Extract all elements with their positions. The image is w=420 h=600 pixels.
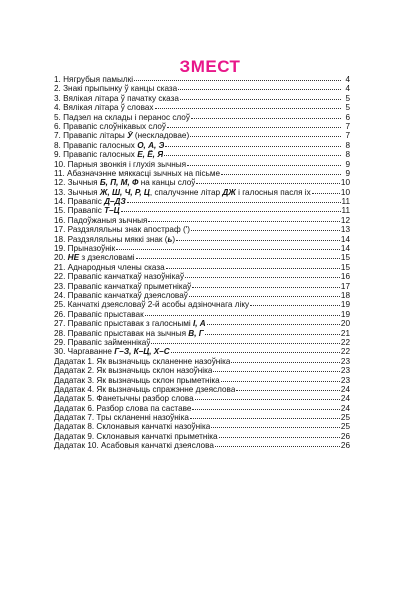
toc-entry-title: Дадатак 4. Як вызначыць спражэнне дзеяслова xyxy=(54,384,236,394)
toc-entry-title: 21. Аднародныя члены сказа xyxy=(54,262,165,272)
toc-dot-leader xyxy=(136,253,340,259)
toc-entry[interactable] xyxy=(54,376,350,385)
toc-dot-leader xyxy=(192,282,340,288)
toc-page-number: 24 xyxy=(340,394,350,404)
toc-entry-title: 6. Правапіс слоўнікавых слоў xyxy=(54,121,167,131)
toc-entry-title: Дадатак 8. Склонавыя канчаткі назоўніка xyxy=(54,422,211,432)
toc-dot-leader xyxy=(191,113,341,119)
toc-page-number: 7 xyxy=(345,121,350,131)
toc-entry[interactable] xyxy=(54,253,350,262)
toc-dot-leader xyxy=(134,75,341,81)
toc-dot-leader xyxy=(312,188,340,194)
toc-entry-title: 7. Правапіс літары Ў (нескладовае) xyxy=(54,131,190,141)
toc-entry-title: 29. Правапіс займеннікаў xyxy=(54,337,151,347)
toc-entry[interactable] xyxy=(54,347,350,356)
toc-entry-title: Дадатак 9. Склонавыя канчаткі прыметніка xyxy=(54,431,218,441)
toc-entry-title: 12. Зычныя Б, П, М, Ф на канцы слоў xyxy=(54,178,196,188)
toc-entry[interactable] xyxy=(54,160,350,169)
toc-page-number: 9 xyxy=(345,159,350,169)
toc-entry-title: 23. Правапіс канчаткаў прыметнікаў xyxy=(54,281,192,291)
toc-entry[interactable] xyxy=(54,225,350,234)
toc-page-number: 19 xyxy=(340,300,350,310)
toc-entry-title: 4. Вялікая літара ў словах xyxy=(54,103,154,113)
toc-entry-title: 27. Правапіс прыставак з галоснымі І, А xyxy=(54,319,206,329)
toc-page-number: 15 xyxy=(340,262,350,272)
toc-entry[interactable] xyxy=(54,150,350,159)
toc-entry[interactable] xyxy=(54,235,350,244)
toc-entry[interactable] xyxy=(54,310,350,319)
toc-entry[interactable] xyxy=(54,291,350,300)
toc-entry[interactable] xyxy=(54,263,350,272)
toc-page-number: 23 xyxy=(340,356,350,366)
toc-page-number: 8 xyxy=(345,150,350,160)
toc-dot-leader xyxy=(213,366,340,372)
toc-entry-title: 11. Абазначэнне мяккасці зычных на пісьме xyxy=(54,168,221,178)
toc-dot-leader xyxy=(166,263,340,269)
toc-page-number: 26 xyxy=(340,441,350,451)
toc-dot-leader xyxy=(191,225,340,231)
toc-entry[interactable] xyxy=(54,338,350,347)
toc-page-number: 10 xyxy=(340,178,350,188)
toc-page-number: 7 xyxy=(345,131,350,141)
toc-dot-leader xyxy=(180,94,341,100)
toc-entry[interactable] xyxy=(54,282,350,291)
toc-dot-leader xyxy=(185,272,340,278)
toc-page-number: 21 xyxy=(340,328,350,338)
toc-dot-leader xyxy=(250,300,340,306)
toc-entry[interactable] xyxy=(54,300,350,309)
toc-entry[interactable] xyxy=(54,357,350,366)
toc-entry-title: Дадатак 7. Тры скланенні назоўніка xyxy=(54,413,189,423)
toc-entry-title: Дадатак 1. Як вызначыць скланенне назоўніка xyxy=(54,356,231,366)
toc-entry-title: 8. Правапіс галосных О, А, Э xyxy=(54,140,165,150)
toc-entry[interactable] xyxy=(54,441,350,450)
toc-entry-title: 25. Канчаткі дзеясловаў 2-й асобы адзіночнага ліку xyxy=(54,300,250,310)
toc-dot-leader xyxy=(165,141,341,147)
toc-page-number: 20 xyxy=(340,319,350,329)
toc-entry-title: 13. Зычныя Ж, Ш, Ч, Р, Ц, спалучэнне літар ДЖ і галосныя пасля іх xyxy=(54,187,311,197)
toc-entry[interactable] xyxy=(54,75,350,84)
toc-entry[interactable] xyxy=(54,216,350,225)
toc-dot-leader xyxy=(187,160,341,166)
toc-entry-title: 30. Чаргаванне Г–З, К–Ц, Х–С xyxy=(54,347,170,357)
toc-entry[interactable] xyxy=(54,178,350,187)
toc-entry[interactable] xyxy=(54,422,350,431)
toc-entry[interactable] xyxy=(54,413,350,422)
toc-entry[interactable] xyxy=(54,103,350,112)
toc-page-number: 17 xyxy=(340,281,350,291)
toc-entry[interactable] xyxy=(54,244,350,253)
toc-entry[interactable] xyxy=(54,94,350,103)
toc-dot-leader xyxy=(231,357,339,363)
toc-entry-title: 18. Раздзяляльны мяккі знак (ь) xyxy=(54,234,176,244)
toc-dot-leader xyxy=(215,441,340,447)
toc-entry-title: 26. Правапіс прыставак xyxy=(54,309,144,319)
toc-page-number: 14 xyxy=(340,234,350,244)
toc-entry-title: 9. Правапіс галосных Е, Ё, Я xyxy=(54,150,164,160)
toc-page-number: 10 xyxy=(340,187,350,197)
toc-entry-title: 1. Нягрубыя памылкі xyxy=(54,75,134,84)
toc-page-number: 5 xyxy=(345,103,350,113)
toc-entry-title: 2. Знакі прыпынку ў канцы сказа xyxy=(54,84,178,94)
toc-dot-leader xyxy=(116,244,340,250)
toc-dot-leader xyxy=(219,432,340,438)
toc-page-number: 25 xyxy=(340,413,350,423)
toc-entry-title: 20. НЕ з дзеясловамі xyxy=(54,253,135,263)
toc-dot-leader xyxy=(195,394,340,400)
toc-page-number: 6 xyxy=(345,112,350,122)
toc-entry-title: 3. Вялікая літара ў пачатку сказа xyxy=(54,93,179,103)
toc-entry[interactable] xyxy=(54,206,350,215)
toc-page-number: 12 xyxy=(340,215,350,225)
toc-page-number: 23 xyxy=(340,366,350,376)
toc-entry[interactable] xyxy=(54,272,350,281)
toc-page-number: 15 xyxy=(340,253,350,263)
toc-entry-title: Дадатак 6. Разбор слова па саставе xyxy=(54,403,192,413)
toc-entry-title: 28. Правапіс прыставак на зычныя В, Г xyxy=(54,328,204,338)
toc-page-number: 4 xyxy=(345,84,350,94)
toc-page-number: 22 xyxy=(340,337,350,347)
toc-dot-leader xyxy=(211,422,340,428)
toc-entry[interactable] xyxy=(54,404,350,413)
toc-dot-leader xyxy=(207,319,340,325)
toc-entry-title: 15. Правапіс Т–Ц xyxy=(54,206,120,216)
toc-dot-leader xyxy=(148,216,339,222)
toc-entry[interactable] xyxy=(54,113,350,122)
toc-entry-title: 10. Парныя звонкія і глухія зычныя xyxy=(54,159,187,169)
toc-entry-title: 22. Правапіс канчаткаў назоўнікаў xyxy=(54,272,185,282)
toc-page-number: 26 xyxy=(340,431,350,441)
toc-dot-leader xyxy=(127,197,341,203)
toc-dot-leader xyxy=(190,131,341,137)
toc-page-number: 9 xyxy=(345,168,350,178)
toc-entry[interactable] xyxy=(54,394,350,403)
toc-dot-leader xyxy=(151,338,339,344)
toc-dot-leader xyxy=(176,235,340,241)
toc-dot-leader xyxy=(192,404,339,410)
toc-page-number: 11 xyxy=(341,206,350,216)
toc-page-number: 5 xyxy=(345,93,350,103)
toc-entry[interactable] xyxy=(54,366,350,375)
toc-entry-title: 14. Правапіс Д–ДЗ xyxy=(54,197,126,207)
page-title: ЗМЕСТ xyxy=(179,57,241,76)
toc-entry[interactable] xyxy=(54,122,350,131)
toc-entry[interactable] xyxy=(54,319,350,328)
toc-page-number: 24 xyxy=(340,403,350,413)
toc-dot-leader xyxy=(221,169,341,175)
toc-dot-leader xyxy=(145,310,340,316)
toc-entry-title: 5. Падзел на склады і перанос слоў xyxy=(54,112,190,122)
toc-entry[interactable] xyxy=(54,432,350,441)
toc-entry-title: Дадатак 3. Як вызначыць склон прыметніка xyxy=(54,375,220,385)
toc-page-number: 11 xyxy=(341,197,350,207)
toc-entry-title: Дадатак 5. Фанетычны разбор слова xyxy=(54,394,194,404)
toc-page-number: 23 xyxy=(340,375,350,385)
toc-dot-leader xyxy=(171,347,340,353)
toc-entry-title: Дадатак 10. Асабовыя канчаткі дзеяслова xyxy=(54,441,214,451)
toc-entry-title: 24. Правапіс канчаткаў дзеясловаў xyxy=(54,290,188,300)
toc-entry-title: 17. Раздзяляльны знак апостраф (') xyxy=(54,225,190,235)
toc-entry[interactable] xyxy=(54,385,350,394)
toc-entry-title: 19. Прыназоўнік xyxy=(54,244,116,254)
toc-dot-leader xyxy=(155,103,341,109)
toc-entry[interactable] xyxy=(54,329,350,338)
toc-entry[interactable] xyxy=(54,141,350,150)
toc-dot-leader xyxy=(178,84,341,90)
toc-page-number: 18 xyxy=(340,290,350,300)
toc-page-number: 4 xyxy=(345,75,350,84)
toc-page-number: 13 xyxy=(340,225,350,235)
table-of-contents xyxy=(54,75,350,451)
toc-entry-title: Дадатак 2. Як вызначыць склон назоўніка xyxy=(54,366,213,376)
toc-entry[interactable] xyxy=(54,131,350,140)
toc-dot-leader xyxy=(196,178,340,184)
toc-page-number: 16 xyxy=(340,272,350,282)
toc-entry-title: 16. Падоўжаныя зычныя xyxy=(54,215,148,225)
toc-page-number: 19 xyxy=(340,309,350,319)
toc-dot-leader xyxy=(190,413,340,419)
toc-dot-leader xyxy=(121,206,341,212)
toc-page-number: 14 xyxy=(340,244,350,254)
toc-page-number: 25 xyxy=(340,422,350,432)
toc-page-number: 22 xyxy=(340,347,350,357)
toc-page-number: 8 xyxy=(345,140,350,150)
toc-dot-leader xyxy=(189,291,340,297)
toc-entry[interactable] xyxy=(54,84,350,93)
toc-dot-leader xyxy=(221,376,340,382)
toc-dot-leader xyxy=(236,385,340,391)
toc-dot-leader xyxy=(205,329,340,335)
toc-entry[interactable] xyxy=(54,169,350,178)
toc-dot-leader xyxy=(164,150,341,156)
toc-dot-leader xyxy=(167,122,341,128)
toc-entry[interactable] xyxy=(54,188,350,197)
toc-entry[interactable] xyxy=(54,197,350,206)
toc-page-number: 24 xyxy=(340,384,350,394)
